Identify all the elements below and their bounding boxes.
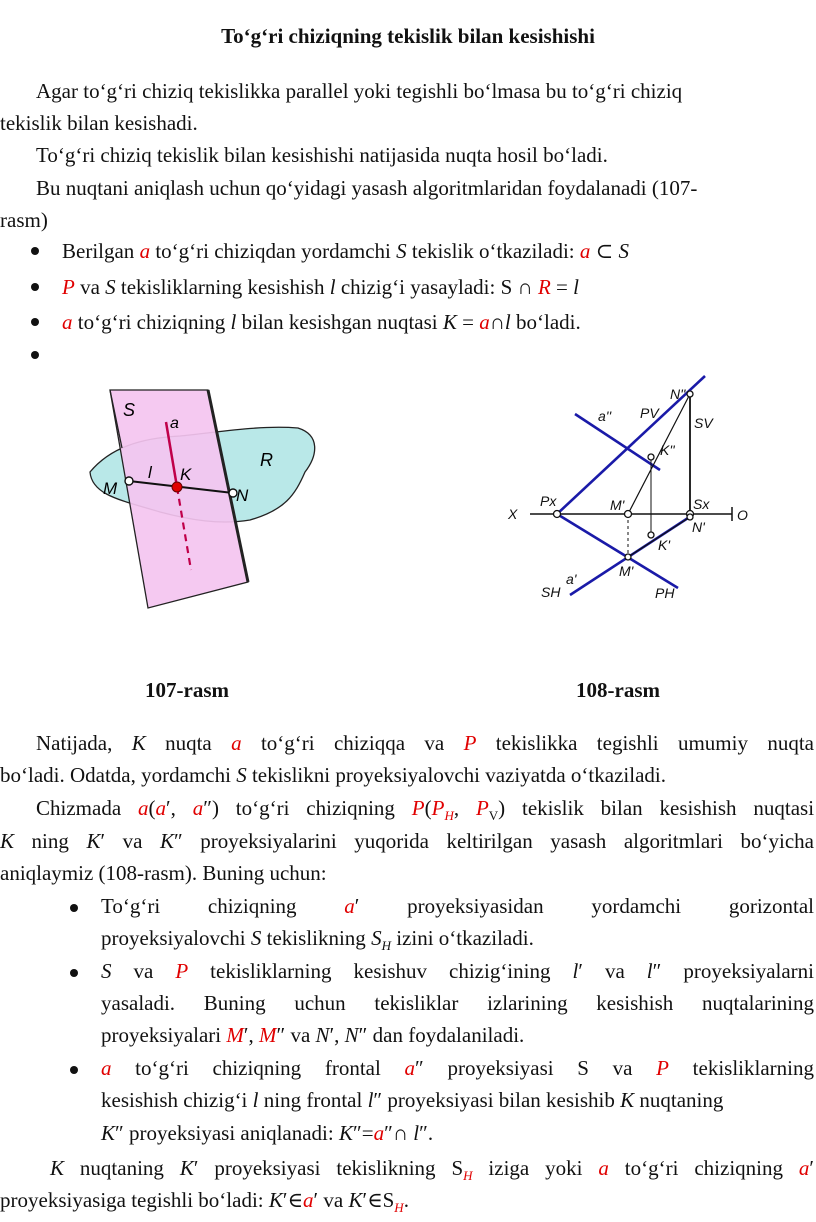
paragraph-6b: proyeksiyasiga tegishli bo‘ladi: K′∈a′ va $K'\in S_H$. [0,1188,409,1216]
label-np: N' [692,519,705,535]
label-s: S [123,400,136,420]
label-pv: PV [640,405,659,421]
label-l: l [148,463,152,482]
label-npp: N'' [670,386,686,402]
step-a-line2: proyeksiyalovchi S tekislikning $S_H$ izini o‘tkaziladi. [101,926,534,954]
algorithm-step-3: a to‘g‘ri chiziqning l bilan kesishgan nuqtasi K = a∩l bo‘ladi. [62,310,581,334]
label-n: N [236,486,249,505]
paragraph-4a: Natijada, K nuqta a to‘g‘ri chiziqqa va P tekislikka tegishli umumiy nuqta [36,731,814,755]
label-kp: K' [658,537,671,553]
paragraph-4b: bo‘ladi. Odatda, yordamchi S tekislikni proyeksiyalovchi vaziyatda o‘tkaziladi. [0,763,666,787]
label-sx: Sx [693,496,710,512]
label-o: O [737,507,748,523]
label-k: K [180,465,192,484]
step-b-line3: proyeksiyalari M′, M″ va N′, N″ dan foydalaniladi. [101,1023,525,1047]
bullet [70,1066,78,1074]
step-c-line2: kesishish chizig‘i l ning frontal l″ proyeksiyasi bilan kesishib K nuqtaning [101,1088,724,1112]
caption-108: 108-rasm [576,678,660,702]
bullet [70,969,78,977]
step-c-line1: a to‘g‘ri chiziqning frontal a″ proyeksiyasi S va P tekisliklarning [101,1056,814,1080]
label-mpb: M' [619,563,634,579]
step-b-line2: yasaladi. Buning uchun tekisliklar izlarining kesishish nuqtalarining [101,991,814,1015]
paragraph-1b: tekislik bilan kesishadi. [0,111,198,135]
label-r: R [260,450,273,470]
label-ph: PH [655,585,675,601]
page-title: To‘g‘ri chiziqning tekislik bilan kesishishi [221,24,595,48]
caption-107: 107-rasm [145,678,229,702]
bullet [31,247,39,255]
label-a: a [170,415,179,432]
point-m [125,477,133,485]
algorithm-step-2: P va S tekisliklarning kesishish l chizig‘i yasayladi: S ∩ R = l [62,275,579,299]
paragraph-6a: K nuqtaning K′ proyeksiyasi tekislikning $S_H$ iziga yoki a to‘g‘ri chiziqning a′ [50,1156,814,1184]
label-x: X [508,506,518,522]
line-app [575,414,660,470]
label-sh: SH [541,584,561,600]
label-sv: SV [694,415,713,431]
step-c-line3: K″ proyeksiyasi aniqlanadi: K″=a″∩ l″. [101,1121,434,1145]
step-a-line1: To‘g‘ri chiziqning a′ proyeksiyasidan yordamchi gorizontal [101,894,814,918]
bullet [31,318,39,326]
figure-107 [80,380,320,610]
paragraph-3a: Bu nuqtani aniqlash uchun qo‘yidagi yasash algoritmlaridan foydalanadi (107- [36,176,698,200]
paragraph-5b: K ning K′ va K″ proyeksiyalarini yuqorida keltirilgan yasash algoritmlari bo‘yicha [0,829,814,853]
label-px: Px [540,493,557,509]
bullet [31,283,39,291]
paragraph-5c: aniqlaymiz (108-rasm). Buning uchun: [0,861,327,885]
step-b-line1: S va P tekisliklarning kesishuv chizig‘ining l′ va l″ proyeksiyalarni [101,959,815,983]
paragraph-2: To‘g‘ri chiziq tekislik bilan kesishishi natijasida nuqta hosil bo‘ladi. [36,143,608,167]
paragraph-5a: Chizmada a(a′, a″) to‘g‘ri chiziqning $P(P_H$, $P_V$) tekislik bilan kesishish nuqtasi [36,796,815,824]
paragraph-3b: rasm) [0,208,48,232]
label-app: a'' [598,408,612,424]
paragraph-1a: Agar to‘g‘ri chiziq tekislikka parallel yoki tegishli bo‘lmasa bu to‘g‘ri chiziq [36,79,683,103]
figure-108 [500,370,760,620]
label-ap: a' [566,571,577,587]
label-mp: M' [610,497,625,513]
label-kpp: K'' [660,442,675,458]
algorithm-step-1: Berilgan a to‘g‘ri chiziqdan yordamchi S tekislik o‘tkaziladi: a ⊂ S [62,239,629,263]
bullet [70,904,78,912]
bullet [31,351,39,359]
label-m: M [103,479,118,498]
